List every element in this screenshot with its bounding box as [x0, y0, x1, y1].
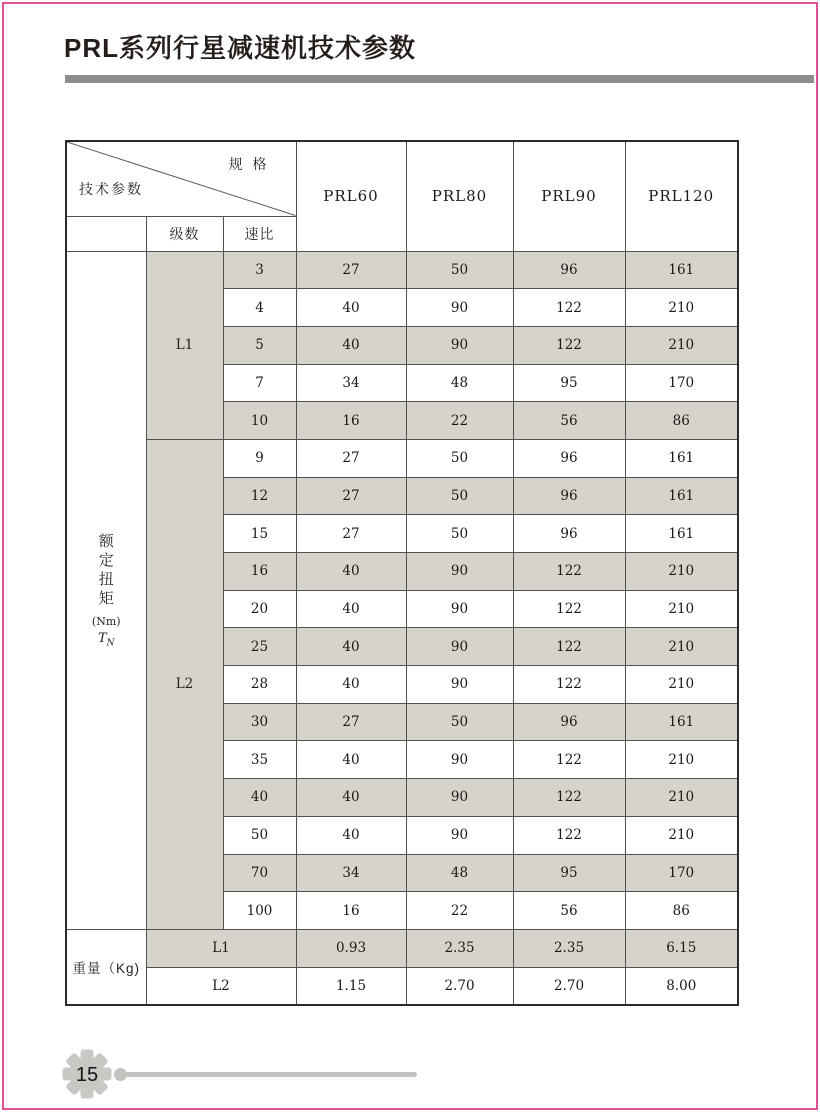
value-cell: 50	[406, 251, 513, 289]
value-cell: 122	[513, 553, 625, 591]
value-cell: 2.35	[513, 929, 625, 967]
value-cell: 90	[406, 666, 513, 704]
value-cell: 210	[625, 590, 738, 628]
value-cell: 40	[296, 326, 406, 364]
torque-symbol: $T_N$	[97, 630, 115, 649]
corner-cell	[66, 141, 296, 216]
value-cell: 90	[406, 816, 513, 854]
stage-header: 级数	[146, 216, 223, 251]
value-cell: 6.15	[625, 929, 738, 967]
value-cell: 86	[625, 892, 738, 930]
value-cell: 161	[625, 251, 738, 289]
value-cell: 40	[296, 816, 406, 854]
ratio-cell: 25	[223, 628, 296, 666]
ratio-cell: 70	[223, 854, 296, 892]
corner-spec-label: 规 格	[228, 156, 270, 172]
value-cell: 210	[625, 553, 738, 591]
table-row	[66, 439, 738, 477]
value-cell: 122	[513, 326, 625, 364]
ratio-header: 速比	[223, 216, 296, 251]
col-header-prl60: PRL60	[296, 141, 406, 251]
value-cell: 16	[296, 402, 406, 440]
value-cell: 122	[513, 628, 625, 666]
value-cell: 0.93	[296, 929, 406, 967]
value-cell: 122	[513, 590, 625, 628]
value-cell: 90	[406, 553, 513, 591]
value-cell: 1.15	[296, 967, 406, 1005]
value-cell: 27	[296, 251, 406, 289]
value-cell: 161	[625, 703, 738, 741]
value-cell: 96	[513, 703, 625, 741]
value-cell: 210	[625, 289, 738, 327]
value-cell: 86	[625, 402, 738, 440]
value-cell: 95	[513, 854, 625, 892]
ratio-cell: 4	[223, 289, 296, 327]
ratio-cell: 20	[223, 590, 296, 628]
value-cell: 210	[625, 628, 738, 666]
value-cell: 50	[406, 703, 513, 741]
ratio-cell: 16	[223, 553, 296, 591]
value-cell: 40	[296, 628, 406, 666]
weight-stage-cell: L1	[146, 929, 296, 967]
value-cell: 96	[513, 439, 625, 477]
spec-table	[65, 140, 739, 1006]
col-header-prl120: PRL120	[625, 141, 738, 251]
value-cell: 90	[406, 289, 513, 327]
title-underline-rule	[65, 75, 814, 83]
ratio-cell: 9	[223, 439, 296, 477]
value-cell: 2.35	[406, 929, 513, 967]
value-cell: 210	[625, 816, 738, 854]
value-cell: 56	[513, 402, 625, 440]
value-cell: 90	[406, 628, 513, 666]
value-cell: 122	[513, 816, 625, 854]
value-cell: 122	[513, 289, 625, 327]
ratio-cell: 35	[223, 741, 296, 779]
value-cell: 96	[513, 515, 625, 553]
value-cell: 34	[296, 854, 406, 892]
value-cell: 95	[513, 364, 625, 402]
value-cell: 48	[406, 364, 513, 402]
value-cell: 27	[296, 477, 406, 515]
value-cell: 161	[625, 515, 738, 553]
torque-unit-label: (Nm)	[91, 614, 121, 628]
torque-row-label	[66, 251, 146, 929]
ratio-cell: 10	[223, 402, 296, 440]
ratio-cell: 5	[223, 326, 296, 364]
value-cell: 27	[296, 439, 406, 477]
page-title: PRL系列行星减速机技术参数	[64, 33, 417, 63]
value-cell: 210	[625, 741, 738, 779]
ratio-cell: 3	[223, 251, 296, 289]
value-cell: 22	[406, 892, 513, 930]
table-row	[66, 929, 738, 967]
ratio-cell: 7	[223, 364, 296, 402]
value-cell: 50	[406, 477, 513, 515]
value-cell: 161	[625, 477, 738, 515]
value-cell: 210	[625, 326, 738, 364]
value-cell: 90	[406, 326, 513, 364]
stage-cell: L2	[146, 439, 223, 929]
value-cell: 40	[296, 553, 406, 591]
empty-header-cell	[66, 216, 146, 251]
value-cell: 56	[513, 892, 625, 930]
value-cell: 50	[406, 439, 513, 477]
value-cell: 27	[296, 515, 406, 553]
value-cell: 40	[296, 590, 406, 628]
table-row	[66, 251, 738, 289]
ratio-cell: 15	[223, 515, 296, 553]
value-cell: 2.70	[406, 967, 513, 1005]
value-cell: 90	[406, 590, 513, 628]
value-cell: 96	[513, 251, 625, 289]
value-cell: 34	[296, 364, 406, 402]
value-cell: 8.00	[625, 967, 738, 1005]
value-cell: 90	[406, 741, 513, 779]
stage-cell: L1	[146, 251, 223, 439]
value-cell: 170	[625, 854, 738, 892]
value-cell: 2.70	[513, 967, 625, 1005]
gear-icon	[60, 1047, 114, 1101]
value-cell: 122	[513, 779, 625, 817]
value-cell: 40	[296, 779, 406, 817]
value-cell: 40	[296, 289, 406, 327]
table-row	[66, 967, 738, 1005]
corner-params-label: 技术参数	[79, 181, 143, 197]
ratio-cell: 100	[223, 892, 296, 930]
value-cell: 48	[406, 854, 513, 892]
torque-label-text: 额 定 扭 矩 (Nm) $T_N$	[91, 532, 121, 649]
value-cell: 210	[625, 779, 738, 817]
ratio-cell: 40	[223, 779, 296, 817]
ratio-cell: 50	[223, 816, 296, 854]
weight-row-label: 重量（Kg)	[66, 929, 146, 1005]
value-cell: 96	[513, 477, 625, 515]
col-header-prl80: PRL80	[406, 141, 513, 251]
footer-rule	[125, 1072, 417, 1077]
value-cell: 170	[625, 364, 738, 402]
value-cell: 40	[296, 666, 406, 704]
value-cell: 27	[296, 703, 406, 741]
value-cell: 90	[406, 779, 513, 817]
value-cell: 22	[406, 402, 513, 440]
ratio-cell: 28	[223, 666, 296, 704]
value-cell: 210	[625, 666, 738, 704]
value-cell: 122	[513, 741, 625, 779]
spec-table-body	[66, 251, 738, 1005]
value-cell: 40	[296, 741, 406, 779]
value-cell: 50	[406, 515, 513, 553]
ratio-cell: 30	[223, 703, 296, 741]
ratio-cell: 12	[223, 477, 296, 515]
page-number: 15	[75, 1064, 99, 1086]
value-cell: 16	[296, 892, 406, 930]
table-header-row	[66, 141, 738, 216]
col-header-prl90: PRL90	[513, 141, 625, 251]
page-footer	[60, 1047, 417, 1101]
weight-stage-cell: L2	[146, 967, 296, 1005]
value-cell: 161	[625, 439, 738, 477]
value-cell: 122	[513, 666, 625, 704]
